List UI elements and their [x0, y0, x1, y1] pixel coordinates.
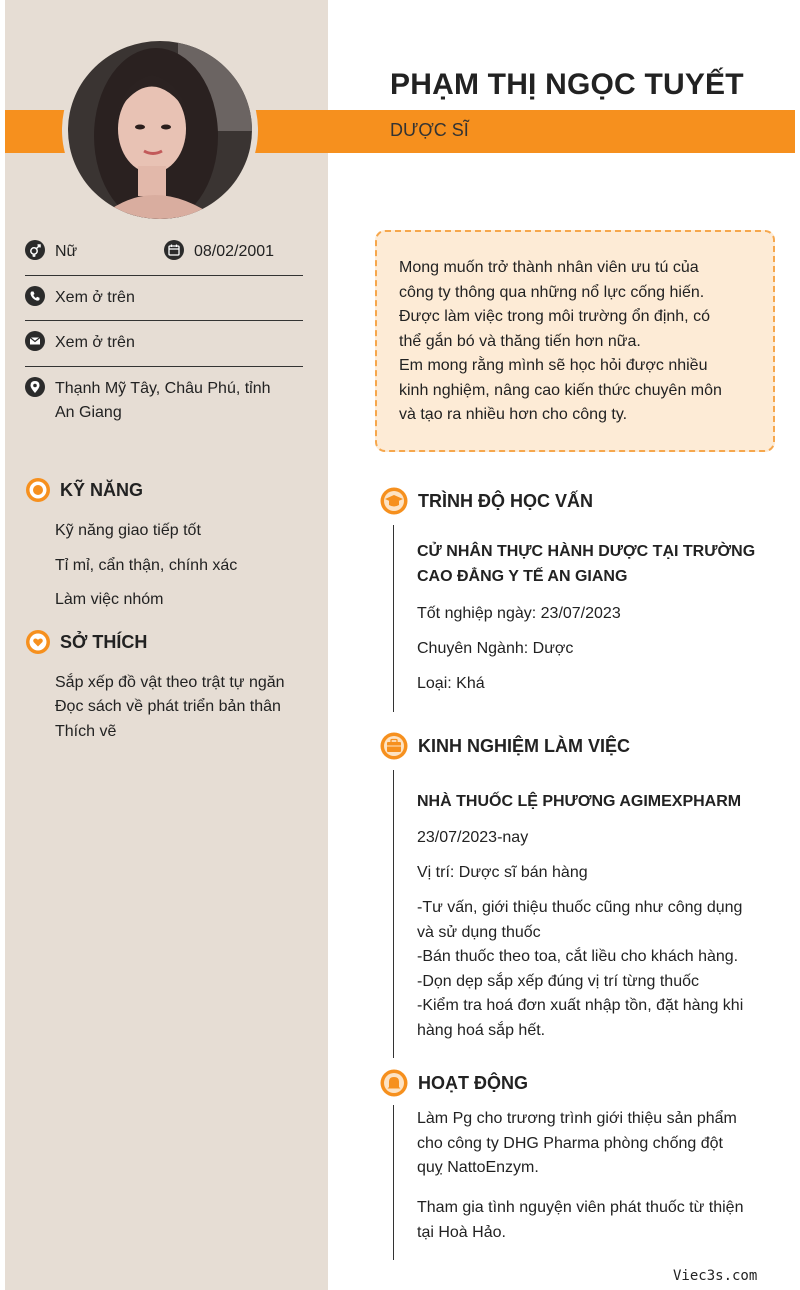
candidate-name: PHẠM THỊ NGỌC TUYẾT	[390, 68, 744, 101]
career-objective	[375, 230, 775, 452]
address-line-2: An Giang	[55, 404, 122, 421]
activity-item: Tham gia tình nguyện viên phát thuốc từ thiện tại Hoà Hảo.	[417, 1199, 744, 1241]
address-row	[25, 377, 303, 427]
email-value: Xem ở trên	[55, 334, 135, 351]
work-duties: -Tư vấn, giới thiệu thuốc cũng như công dụng và sử dụng thuốc -Bán thuốc theo toa, cắt liều cho khách hàng. -Dọn dẹp sắp xếp đúng vị trí từng thuốc -Kiểm tra hoá đơn xuất nhập tồn, đặt hàng khi hàng hoá sắp hết.	[417, 899, 744, 1039]
location-icon	[25, 377, 45, 397]
activities-heading: HOẠT ĐỘNG	[418, 1073, 528, 1093]
watermark: Viec3s.com	[673, 1268, 758, 1284]
phone-row	[25, 286, 303, 312]
email-row	[25, 331, 303, 357]
education-school	[417, 540, 782, 589]
address-line-1: Thạnh Mỹ Tây, Châu Phú, tỉnh	[55, 380, 271, 397]
company-name: NHÀ THUỐC LỆ PHƯƠNG AGIMEXPHARM	[417, 793, 742, 810]
divider	[25, 366, 303, 367]
skills-icon	[25, 477, 51, 503]
education-timeline	[393, 525, 394, 712]
avatar	[62, 35, 258, 225]
phone-icon	[25, 286, 45, 306]
graduation-rank: Loại: Khá	[417, 675, 485, 692]
work-period: 23/07/2023-nay	[417, 829, 529, 846]
experience-timeline	[393, 770, 394, 1058]
activity-item: Làm Pg cho trương trình giới thiệu sản phẩm cho công ty DHG Pharma phòng chống đột quỵ NattoEnzym.	[417, 1110, 737, 1176]
hobby-item: Sắp xếp đồ vật theo trật tự ngăn	[55, 674, 285, 691]
hobbies-heading: SỞ THÍCH	[60, 632, 148, 652]
job-title: DƯỢC SĨ	[390, 120, 469, 140]
avatar-photo	[68, 41, 252, 219]
hobby-item: Đọc sách về phát triển bản thân	[55, 698, 281, 715]
objective-text: Mong muốn trở thành nhân viên ưu tú của công ty thông qua những nổ lực cống hiến. Được làm việc trong môi trường ổn định, có thể gắn bó và thăng tiến hơn nữa. Em mong rằng mình sẽ học hỏi được nhiều kinh nghiệm, nâng cao kiến thức chuyên môn và tạo ra nhiều hơn cho công ty.	[399, 259, 722, 423]
school-line-1: CỬ NHÂN THỰC HÀNH DƯỢC TẠI TRƯỜNG	[417, 543, 756, 560]
birthdate-row	[164, 240, 304, 266]
skills-heading: KỸ NĂNG	[60, 480, 144, 500]
graduation-date: Tốt nghiệp ngày: 23/07/2023	[417, 605, 621, 622]
hobby-item: Thích vẽ	[55, 723, 117, 740]
activities-timeline	[393, 1105, 394, 1260]
divider	[25, 320, 303, 321]
phone-value: Xem ở trên	[55, 289, 135, 306]
skill-item: Tỉ mỉ, cẩn thận, chính xác	[55, 557, 238, 574]
gender-icon	[25, 240, 45, 260]
gender-value: Nữ	[55, 243, 78, 260]
graduation-cap-icon	[380, 487, 408, 515]
skill-item: Làm việc nhóm	[55, 591, 164, 608]
bell-icon	[380, 1069, 408, 1097]
briefcase-icon	[380, 732, 408, 760]
school-line-2: CAO ĐẲNG Y TẾ AN GIANG	[417, 567, 628, 585]
heart-icon	[25, 629, 51, 655]
divider	[25, 275, 303, 276]
experience-heading: KINH NGHIỆM LÀM VIỆC	[418, 736, 631, 756]
education-heading: TRÌNH ĐỘ HỌC VẤN	[418, 491, 593, 511]
skill-item: Kỹ năng giao tiếp tốt	[55, 522, 201, 539]
email-icon	[25, 331, 45, 351]
address-value	[55, 377, 305, 425]
major: Chuyên Ngành: Dược	[417, 640, 574, 657]
work-position: Vị trí: Dược sĩ bán hàng	[417, 864, 588, 881]
calendar-icon	[164, 240, 184, 260]
birthdate-value: 08/02/2001	[194, 243, 275, 260]
